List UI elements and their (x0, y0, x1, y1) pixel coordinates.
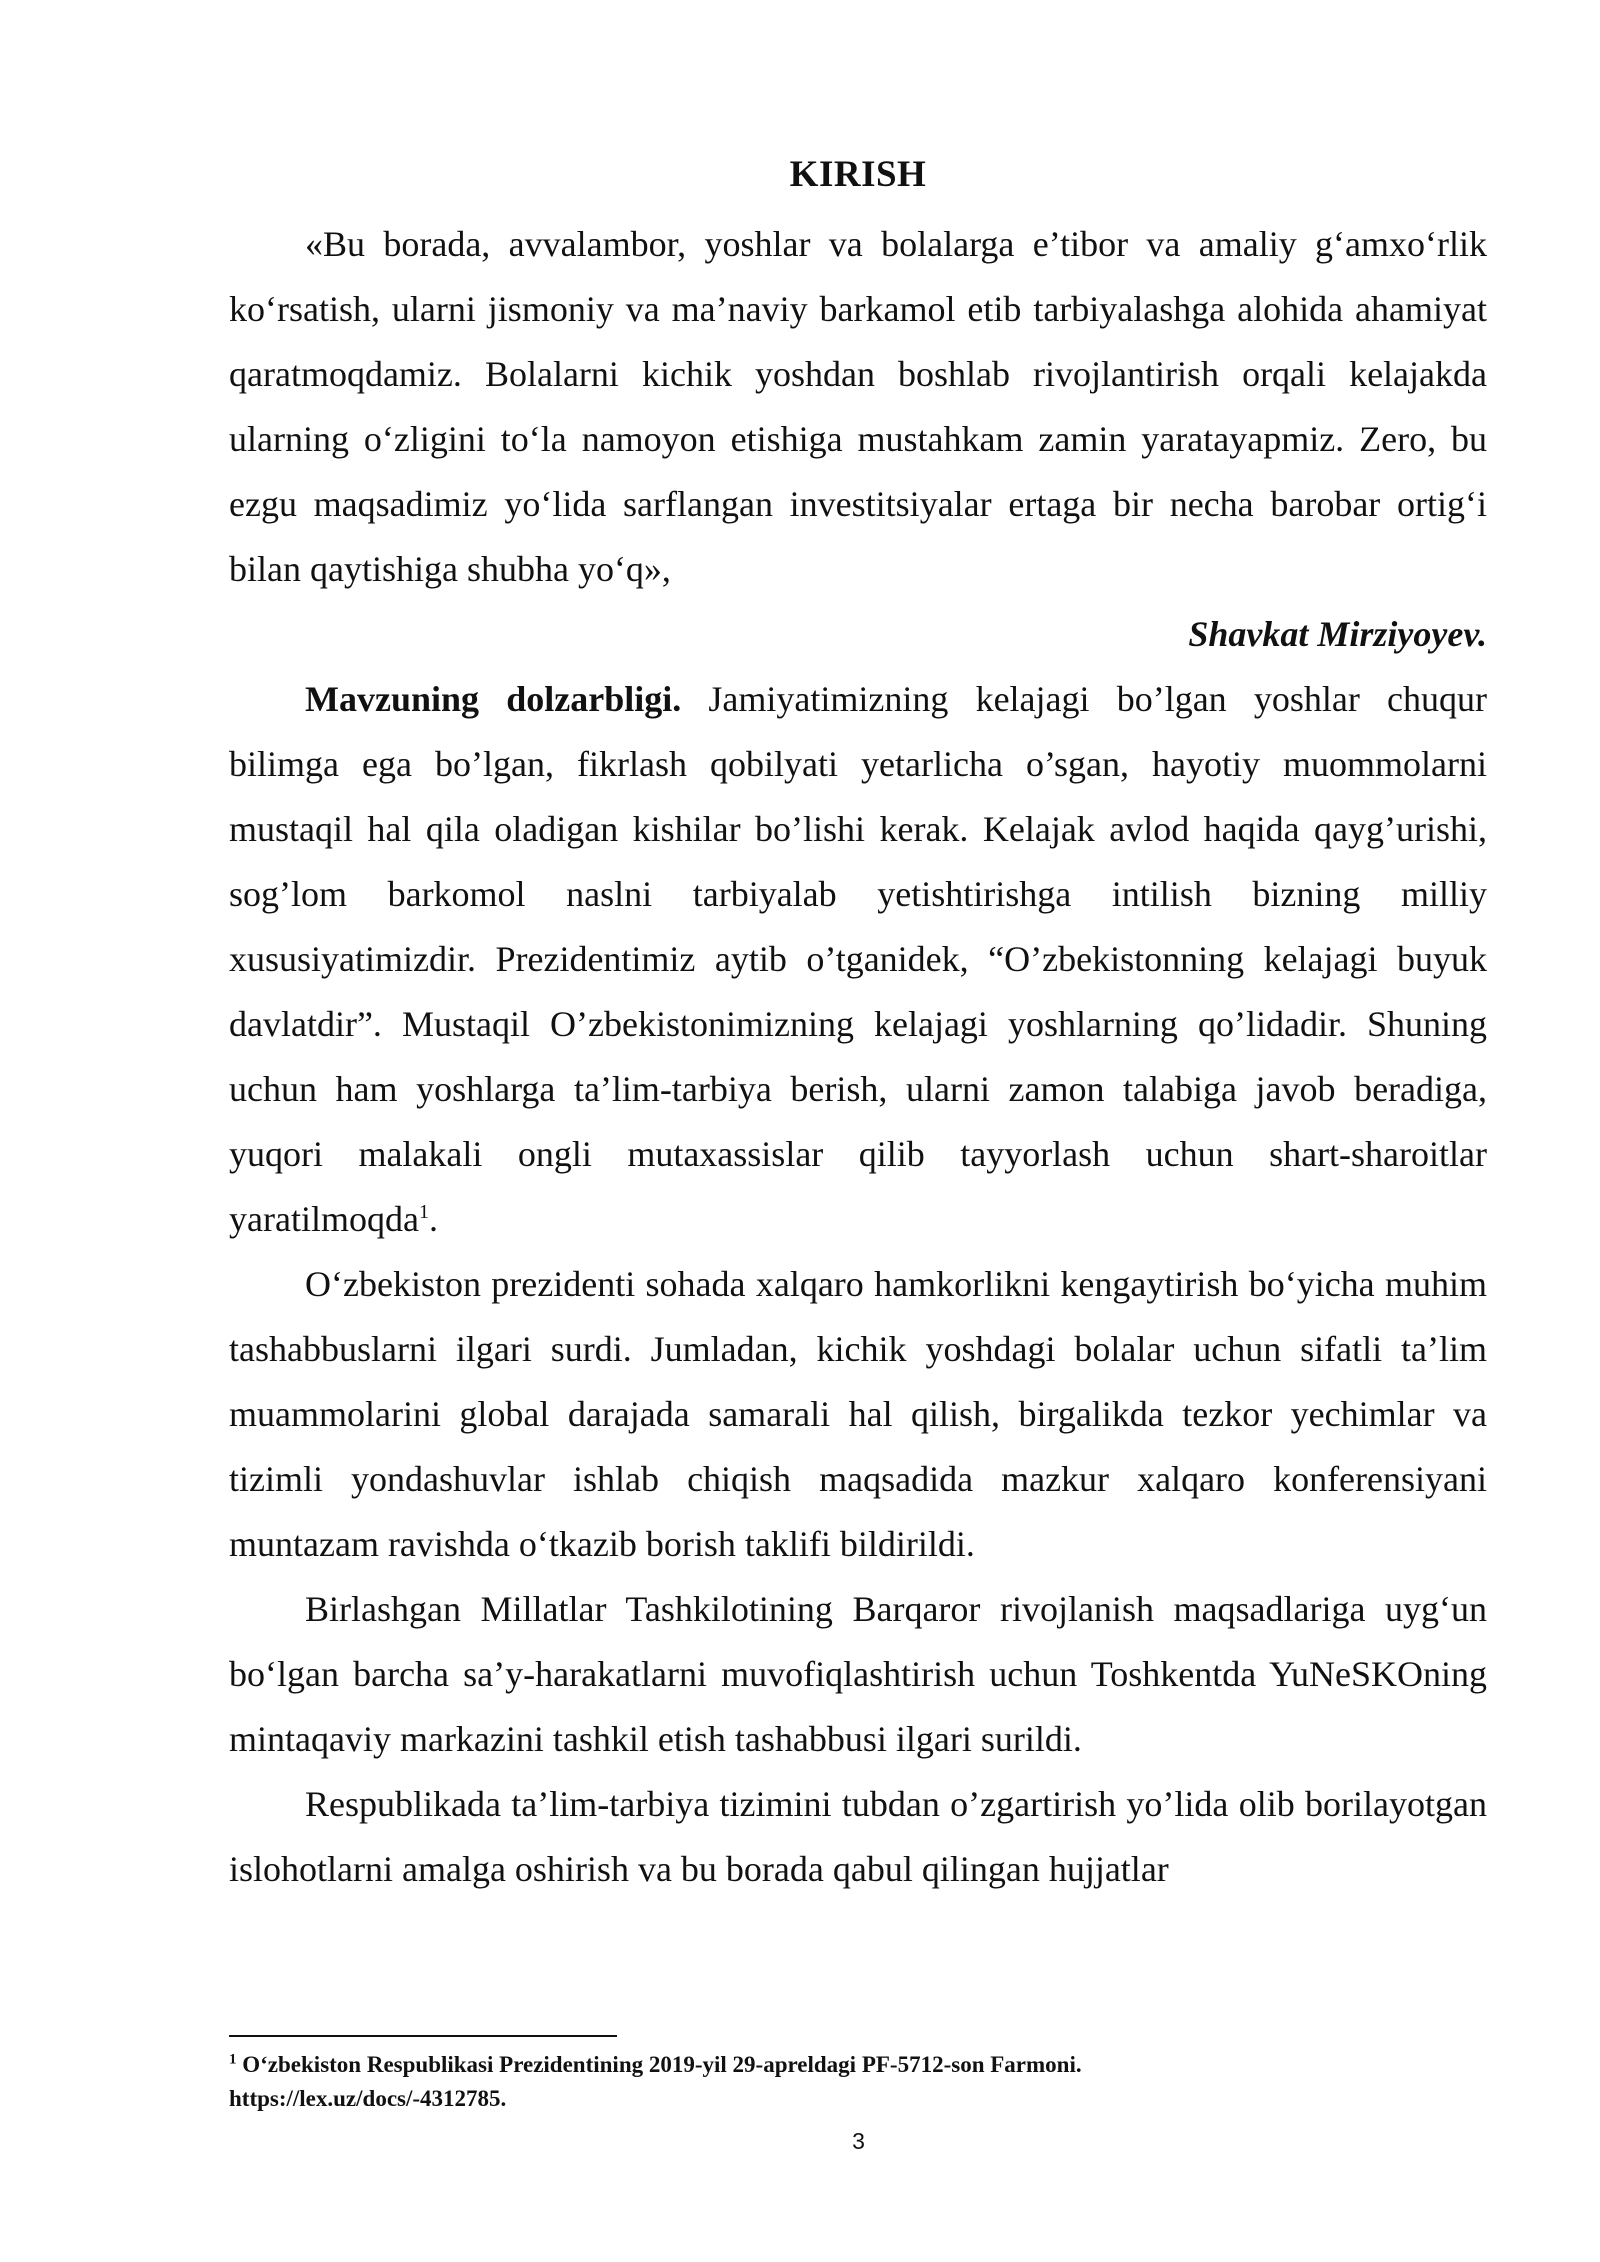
epigraph-signature: Shavkat Mirziyoyev. (1188, 614, 1487, 654)
epigraph-paragraph: «Bu borada, avvalambor, yoshlar va bolalarga e’tibor va amaliy g‘amxo‘rlik ko‘rsatish, ularni jismoniy va ma’naviy barkamol etib tarbiyalashga alohida ahamiyat qaratmoqdamiz. Bolalarni kichik yoshdan boshlab rivojlantirish orqali kelajakda ularning o‘zligini to‘la namoyon etishiga mustahkam zamin yaratayapmiz. Zero, bu ezgu maqsadimiz yo‘lida sarflangan investitsiyalar ertaga bir necha barobar ortig‘i bilan qaytishiga shubha yo‘q», (229, 224, 1487, 589)
page-heading: KIRISH (789, 154, 927, 195)
footnote-number: 1 (229, 2051, 237, 2068)
relevance-lead: Mavzuning dolzarbligi. (305, 679, 682, 719)
paragraph-education-reform: Respublikada ta’lim-tarbiya tizimini tubdan o’zgartirish yo’lida olib borilayotgan islohotlarni amalga oshirish va bu borada qabul qilingan hujjatlar (229, 1784, 1487, 1889)
footnote-text: O‘zbekiston Respublikasi Prezidentining 2019-yil 29-apreldagi PF-5712-son Farmoni. (242, 2052, 1082, 2077)
relevance-paragraph (229, 667, 1487, 1252)
footnote-line-1 (229, 2048, 1487, 2082)
footnote-reference[interactable]: 1 (418, 1201, 429, 1223)
footnote-link[interactable]: https://lex.uz/docs/-4312785. (229, 2086, 507, 2111)
paragraph-unesco-center: Birlashgan Millatlar Tashkilotining Barqaror rivojlanish maqsadlariga uyg‘un bo‘lgan barcha sa’y-harakatlarni muvofiqlashtirish uchun Toshkentda YuNeSKOning mintaqaviy markazini tashkil etish tashabbusi ilgari surildi. (229, 1589, 1487, 1759)
relevance-end: . (428, 1199, 438, 1239)
page-number: 3 (852, 2128, 865, 2154)
page-body (229, 148, 1487, 1902)
footnote (229, 2048, 1487, 2116)
relevance-text: Jamiyatimizning kelajagi bo’lgan yoshlar chuqur bilimga ega bo’lgan, fikrlash qobilyati yetarlicha o’sgan, hayotiy muommolarni mustaqil hal qila oladigan kishilar bo’lishi kerak. Kelajak avlod haqida qayg’urishi, sog’lom barkomol naslni tarbiyalab yetishtirishga intilish bizning milliy xususiyatimizdir. Prezidentimiz aytib o’tganidek, “O’zbekistonning kelajagi buyuk davlatdir”. Mustaqil O’zbekistonimizning kelajagi yoshlarning qo’lidadir. Shuning uchun ham yoshlarga ta’lim-tarbiya berish, ularni zamon talabiga javob beradiga, yuqori malakali ongli mutaxassislar qilib tayyorlash uchun shart-sharoitlar yaratilmoqda (229, 679, 1487, 1239)
paragraph-international-cooperation: O‘zbekiston prezidenti sohada xalqaro hamkorlikni kengaytirish bo‘yicha muhim tashabbuslarni ilgari surdi. Jumladan, kichik yoshdagi bolalar uchun sifatli ta’lim muammolarini global darajada samarali hal qilish, birgalikda tezkor yechimlar va tizimli yondashuvlar ishlab chiqish maqsadida mazkur xalqaro konferensiyani muntazam ravishda o‘tkazib borish taklifi bildirildi. (229, 1264, 1487, 1564)
footnote-divider (229, 2035, 617, 2037)
